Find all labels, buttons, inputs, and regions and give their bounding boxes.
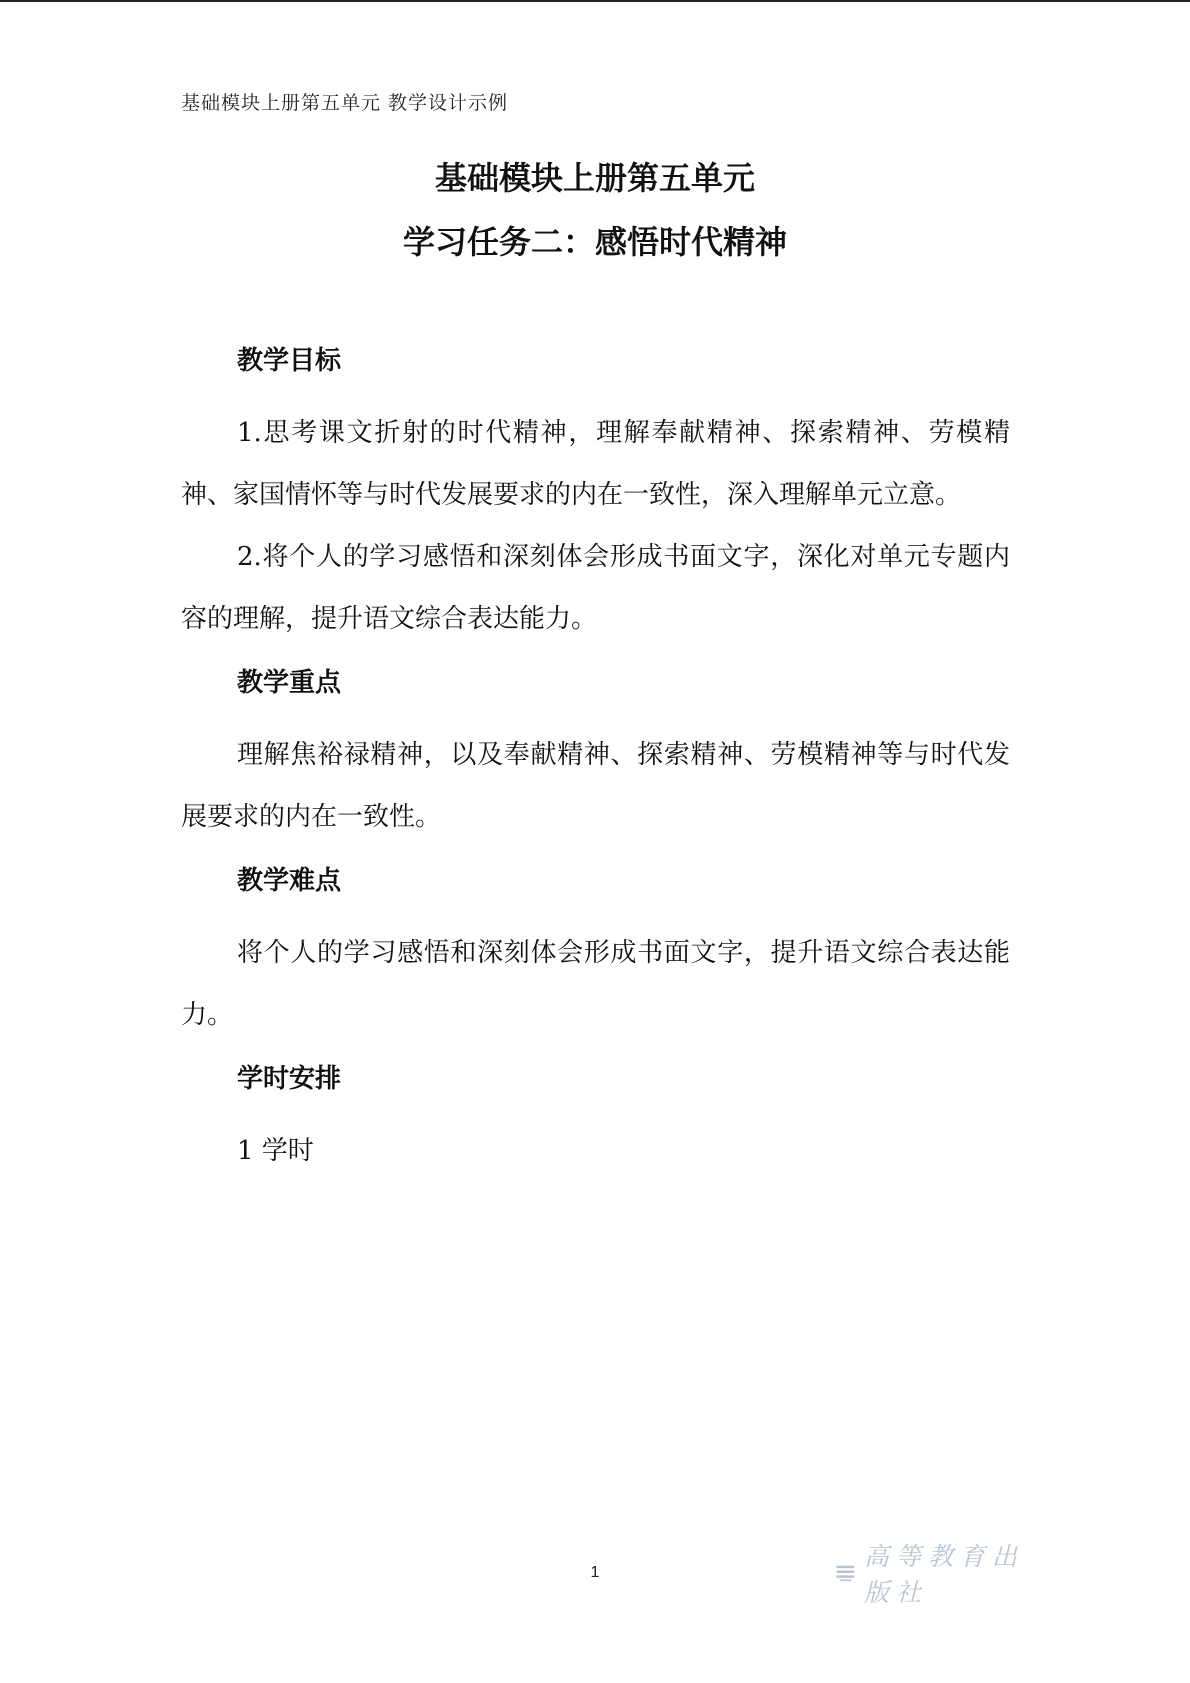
objective-item-2: 2.将个人的学习感悟和深刻体会形成书面文字，深化对单元专题内容的理解，提升语文综合表达能力。	[181, 542, 1010, 634]
section-heading-difficulties: 教学难点	[237, 866, 342, 896]
objective-item-1: 1.思考课文折射的时代精神，理解奉献精神、探索精神、劳模精神、家国情怀等与时代发展要求的内在一致性，深入理解单元立意。	[181, 418, 1010, 510]
key-points-text: 理解焦裕禄精神，以及奉献精神、探索精神、劳模精神等与时代发展要求的内在一致性。	[181, 740, 1010, 832]
difficulties-text: 将个人的学习感悟和深刻体会形成书面文字，提升语文综合表达能力。	[181, 938, 1010, 1030]
section-heading-schedule: 学时安排	[237, 1064, 342, 1094]
top-rule	[0, 0, 1190, 2]
running-header: 基础模块上册第五单元 教学设计示例	[181, 92, 509, 114]
schedule-text: 1 学时	[237, 1136, 314, 1166]
publisher-name: 高等教育出版社	[864, 1542, 1025, 1607]
publisher-logo	[835, 1542, 1045, 1607]
document-subtitle: 学习任务二：感悟时代精神	[402, 223, 787, 261]
section-heading-key-points: 教学重点	[237, 668, 342, 698]
section-heading-objectives: 教学目标	[237, 346, 342, 376]
publisher-logo-icon	[835, 1561, 856, 1585]
page-number: 1	[590, 1564, 600, 1581]
document-title: 基础模块上册第五单元	[434, 159, 755, 197]
document-body	[181, 340, 1010, 1182]
